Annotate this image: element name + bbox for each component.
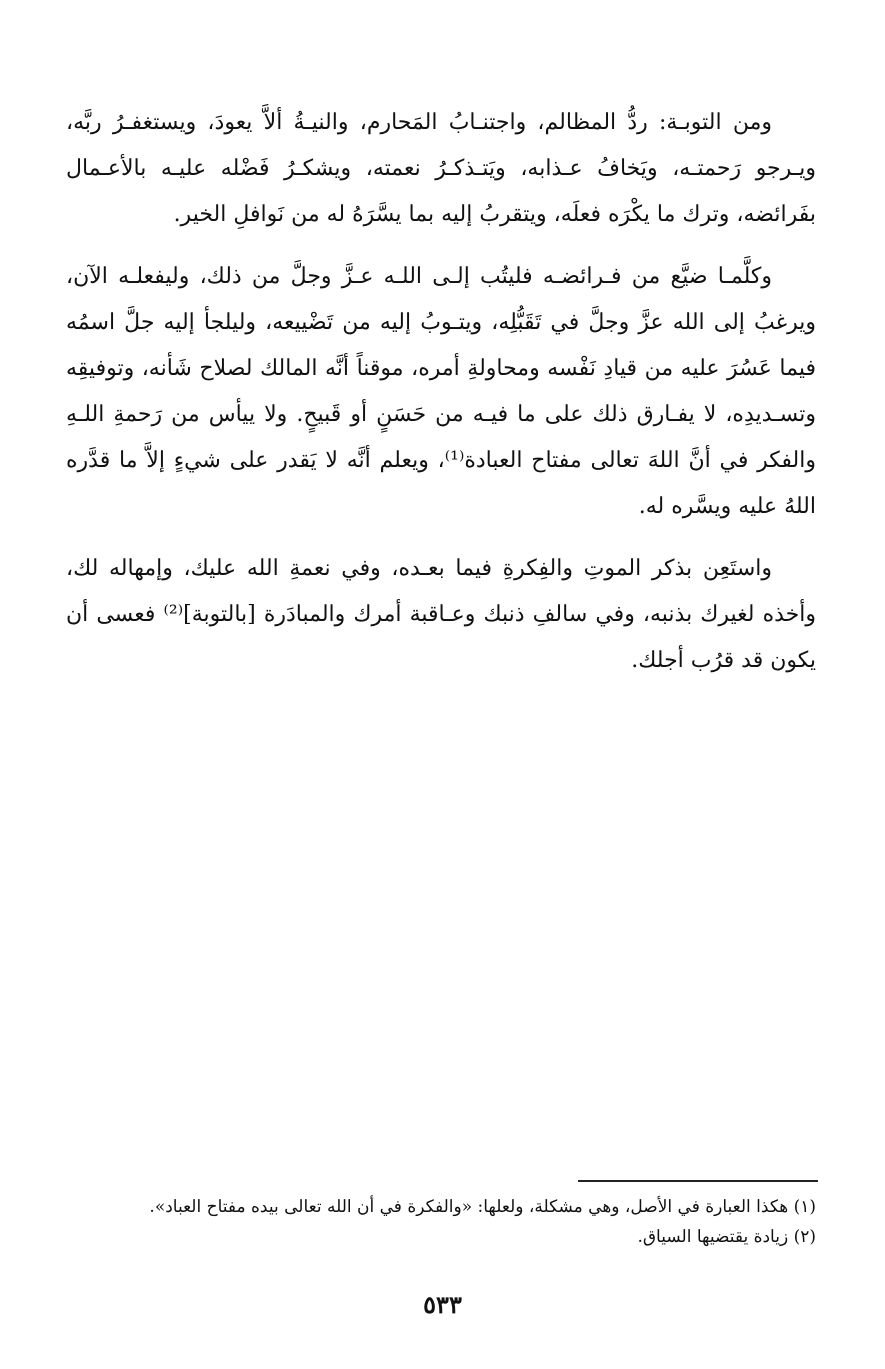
page-number: ٥٣٣ — [423, 1290, 462, 1319]
footnote-2: (٢) زيادة يقتضيها السياق. — [637, 1227, 816, 1247]
main-text — [66, 100, 816, 700]
footnote-divider — [578, 1180, 818, 1182]
footnote-1: (١) هكذا العبارة في الأصل، وهي مشكلة، ولعلها: «والفكرة في أن الله تعالى بيده مفتاح العباد». — [149, 1197, 816, 1217]
paragraph-2: وكلَّمـا ضيَّع من فـرائضـه فليتُب إلـى اللـه عـزَّ وجلَّ من ذلك، وليفعلـه الآن، ويرغبُ إلى الله عزَّ وجلَّ في تَقَبُّلِه، ويتـوبُ إليه من تَضْييعه، وليلجأ إليه جلَّ اسمُه فيما عَسُرَ عليه من قيادِ نَفْسه ومحاولةِ أمره، موقناً أنَّه المالك لصلاح شَأنه، وتوفيقِه وتسـديدِه، لا يفـارق ذلك على ما فيـه من حَسَنٍ أو قَبيحٍ. ولا ييأس من رَحمةِ اللـهِ والفكر في أنَّ اللهَ تعالى مفتاح العبادة⁽¹⁾، ويعلم أنَّه لا يَقدر على شيءٍ إلاَّ ما قدَّره اللهُ عليه ويسَّره له. — [66, 264, 816, 519]
footnotes — [66, 1192, 816, 1252]
paragraph-3: واستَعِن بذكر الموتِ والفِكرةِ فيما بعـده، وفي نعمةِ الله عليك، وإمهاله لك، وأخذه لغيرك بذنبه، وفي سالفِ ذنبك وعـاقبة أمرك والمبادَرة [بالتوبة]⁽²⁾ فعسى أن يكون قد قرُب أجلك. — [66, 556, 816, 673]
paragraph-1: ومن التوبـة: ردُّ المظالم، واجتنـابُ المَحارم، والنيـةُ ألاَّ يعودَ، ويستغفـرُ ربَّه، ويـرجو رَحمتـه، ويَخافُ عـذابه، ويَتـذكـرُ نعمته، ويشكـرُ فَضْله عليـه بالأعـمال بفَرائضه، وترك ما يكْرَه فعلَه، ويتقربُ إليه بما يسَّرَهُ له من نَوافلِ الخير. — [66, 110, 816, 227]
